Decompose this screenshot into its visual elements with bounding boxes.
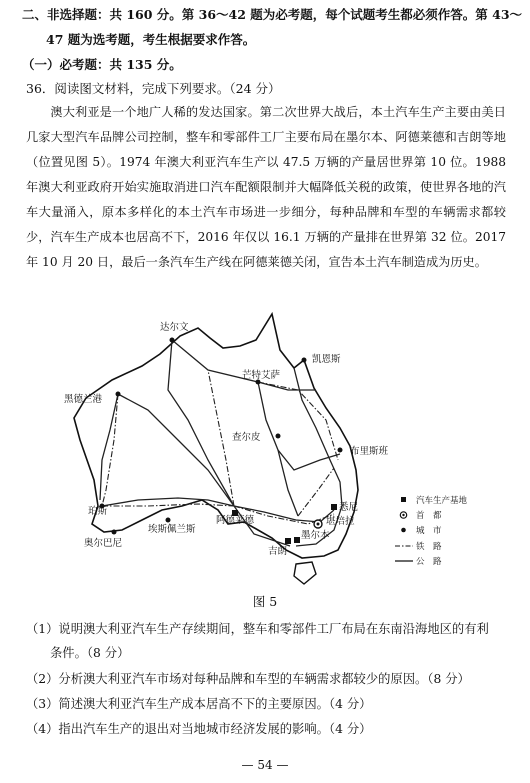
legend-road-label: 公 路 <box>416 557 442 567</box>
legend-base-label: 汽车生产基地 <box>416 496 468 506</box>
city-marker <box>112 530 117 535</box>
page-number: — 54 — <box>241 758 289 772</box>
instructions-line-1: 二、非选择题：共 160 分。第 36～42 题为必考题，每个试题考生都必须作答。第 43～ <box>22 7 523 22</box>
label-geelong: 吉朗 <box>268 546 288 557</box>
legend-city-icon <box>401 528 406 533</box>
label-cairns: 凯恩斯 <box>312 354 341 365</box>
city-marker <box>338 448 343 453</box>
railway-line <box>208 370 234 506</box>
road-line <box>258 382 340 470</box>
label-perth: 珀斯 <box>88 506 108 517</box>
label-darwin: 达尔文 <box>160 322 189 333</box>
city-marker <box>170 338 175 343</box>
question-1-line-1: （1）说明澳大利亚汽车生产存续期间，整车和零部件工厂布局在东南沿海地区的有利 <box>26 622 489 636</box>
label-albany: 奥尔巴尼 <box>84 538 123 549</box>
legend-capital-label: 首 都 <box>416 511 442 521</box>
label-adelaide: 阿德莱德 <box>216 515 255 526</box>
question-title: 36．阅读图文材料，完成下列要求。（24 分） <box>26 81 281 96</box>
question-3: （3）简述澳大利亚汽车生产成本居高不下的主要原因。（4 分） <box>26 697 372 711</box>
car-base-marker <box>294 537 300 543</box>
railway-line <box>258 382 338 460</box>
label-melbourne: 墨尔本 <box>301 530 330 541</box>
city-marker <box>116 392 121 397</box>
car-base-marker <box>285 538 291 544</box>
question-1-line-2: 条件。（8 分） <box>50 646 130 660</box>
railway-line <box>298 468 334 516</box>
legend-base-icon <box>401 497 406 502</box>
section-heading: （一）必考题：共 135 分。 <box>22 57 182 72</box>
figure-caption: 图 5 <box>252 594 278 609</box>
map-legend <box>395 495 468 567</box>
city-marker <box>276 434 281 439</box>
city-marker <box>302 358 307 363</box>
label-sydney: 悉尼 <box>339 502 359 513</box>
passage-text: 澳大利亚是一个地广人稀的发达国家。第二次世界大战后，本土汽车生产主要由美日几家大型汽车品牌公司控制，整车和零部件工厂主要布局在墨尔本、阿德莱德和吉朗等地（位置见图 5）。1974 年澳大利亚汽车生产以 47.5 万辆的产量居世界第 10 位。1988 年澳大利亚政府开始实施取消进口汽车配额限制并大幅降低关税的政策，使世界各地的汽车大量涌入，原本多样化的本土汽车市场进一步细分，每种品牌和车型的车辆需求都较少，汽车生产成本也居高不下，2016 年仅以 16.1 万辆的产量排在世界第 32 位。2017 年 10 月 20 日，最后一条汽车生产线在阿德莱德关闭，宣告本土汽车制造成为历史。 <box>26 105 506 269</box>
instructions-line-2: 47 题为选考题，考生根据要求作答。 <box>46 32 256 47</box>
question-4: （4）指出汽车生产的退出对当地城市经济发展的影响。（4 分） <box>26 722 372 736</box>
capital-marker-center <box>317 523 320 526</box>
legend-city-label: 城 市 <box>416 526 442 536</box>
label-mountisa: 芒特艾萨 <box>242 370 281 381</box>
tasmania-outline <box>294 562 316 584</box>
label-brisbane: 布里斯班 <box>350 446 389 457</box>
label-hedland: 黑德兰港 <box>64 394 103 405</box>
label-esperance: 埃斯佩兰斯 <box>148 524 196 535</box>
car-base-marker <box>331 504 337 510</box>
road-line <box>172 340 316 390</box>
legend-railway-label: 铁 路 <box>416 542 442 552</box>
road-line <box>278 450 298 516</box>
road-line <box>100 394 118 500</box>
railway-line <box>102 504 234 506</box>
label-canberra: 堪培拉 <box>326 516 355 527</box>
label-charleville: 查尔皮 <box>232 432 261 443</box>
australia-map <box>58 310 478 590</box>
question-2: （2）分析澳大利亚汽车市场对每种品牌和车型的车辆需求都较少的原因。（8 分） <box>26 672 470 686</box>
city-marker <box>166 518 171 523</box>
